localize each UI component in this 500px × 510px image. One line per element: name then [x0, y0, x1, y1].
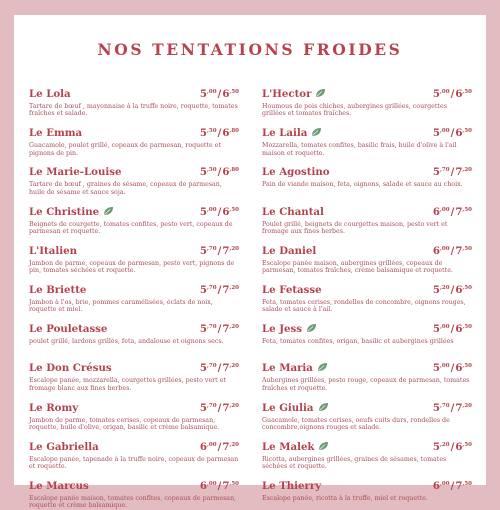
price-small-cents: ,70 [207, 245, 217, 252]
menu-item-header [29, 441, 239, 455]
price-separator: / [450, 88, 455, 100]
price-large-cents: ,20 [229, 285, 239, 291]
menu-item-left-0 [29, 88, 239, 118]
price-large-cents: ,50 [229, 206, 239, 213]
menu-item-header [262, 206, 472, 220]
menu-item-price [200, 206, 239, 218]
menu-item-description: Jambon à l'os, brie, pommes caramélisées, éclats de noix, roquette et miel. [29, 299, 213, 314]
menu-item-price [200, 402, 239, 414]
menu-item-header [262, 245, 472, 259]
menu-item-description: Guacamole, poulet grillé, copeaux de parmesan, roquette et pignons de pin. [29, 142, 221, 157]
menu-item-right-0 [262, 88, 472, 118]
price-large-cents: ,50 [229, 89, 239, 95]
price-separator: / [450, 323, 455, 336]
price-small: 6 [432, 480, 441, 492]
price-small: 5 [432, 362, 441, 375]
menu-item-header [29, 88, 239, 102]
menu-item-name [29, 166, 121, 178]
price-large: 7 [222, 323, 230, 336]
menu-item-name-text: Le Marie-Louise [29, 166, 122, 179]
menu-item-price [200, 166, 239, 178]
price-small: 5 [199, 166, 208, 179]
price-small-cents: ,50 [207, 167, 217, 174]
price-large: 6 [455, 323, 463, 336]
leaf-icon [318, 441, 329, 454]
menu-item-name [29, 402, 78, 414]
price-large: 7 [455, 166, 463, 179]
menu-item-name [262, 480, 321, 492]
price-large: 7 [222, 401, 230, 414]
menu-item-header [29, 166, 239, 180]
menu-item-description: Feta, tomates cerises, rondelles de concombre, oignons rouges, salade et sauce à l'ail. [262, 299, 466, 314]
price-small: 6 [199, 480, 208, 492]
menu-item-name-text: Le Giulia [262, 401, 314, 414]
price-large-cents: ,20 [229, 402, 239, 409]
price-small-cents: ,70 [207, 363, 217, 370]
menu-item-description: Escalope panée, mozzarella, courgettes grillées, pesto vert et fromage blanc aux fines herbes. [29, 377, 226, 392]
menu-item-name [29, 362, 112, 374]
menu-item-name-text: Le Don Crésus [29, 362, 112, 375]
leaf-icon [315, 88, 326, 101]
menu-item-description: Aubergines grillées, pesto rouge, copeaux de parmesan, tomates fraîches et roquette. [262, 377, 470, 392]
menu-item-header [29, 402, 239, 416]
price-large: 6 [455, 284, 463, 296]
price-large-cents: ,50 [462, 441, 472, 448]
price-separator: / [217, 480, 222, 492]
price-small: 5 [199, 127, 208, 140]
price-separator: / [217, 284, 222, 296]
menu-item-name [262, 402, 329, 415]
price-large: 6 [455, 88, 463, 100]
menu-item-description: Tartare de bœuf , graines de sésame, copeaux de parmesan, huile de sésame et sauce soja. [29, 181, 222, 196]
price-small-cents: ,00 [207, 206, 217, 213]
menu-item-description: Pain de viande maison, feta, oignons, salade et sauce au choix. [262, 181, 463, 189]
price-large: 6 [222, 166, 230, 179]
menu-item-name [29, 480, 89, 492]
price-large-cents: ,80 [229, 128, 239, 135]
menu-item-header [262, 88, 472, 102]
price-small: 6 [199, 440, 208, 453]
price-large-cents: ,50 [462, 206, 472, 213]
price-separator: / [450, 205, 455, 218]
price-separator: / [217, 440, 222, 453]
menu-item-name-text: Le Marcus [29, 480, 89, 492]
price-large-cents: ,50 [462, 285, 472, 291]
menu-item-right-9 [262, 441, 472, 471]
menu-item-price [200, 88, 239, 100]
menu-item-name [29, 127, 82, 139]
menu-item-description: Beignets de courgette, tomates confites, pesto vert, copeaux de parmesan et roquette. [29, 220, 233, 235]
price-separator: / [450, 127, 455, 140]
menu-item-name [262, 206, 324, 218]
menu-item-price [433, 127, 472, 139]
price-small-cents: ,50 [207, 128, 217, 135]
price-large: 7 [222, 480, 230, 492]
price-small-cents: ,00 [440, 128, 450, 135]
price-small: 6 [432, 205, 441, 218]
menu-item-header [262, 127, 472, 141]
price-small-cents: ,00 [207, 481, 217, 487]
menu-item-name [262, 362, 328, 375]
price-large: 7 [222, 284, 230, 296]
price-large: 7 [222, 244, 230, 257]
menu-item-name [262, 323, 317, 336]
menu-item-description: Houmous de pois chiches, aubergines grillées, courgettes grillées et tomates fraîches. [262, 103, 447, 118]
menu-item-header [262, 441, 472, 455]
menu-item-right-3 [262, 206, 472, 236]
menu-item-right-2 [262, 166, 472, 188]
price-large: 6 [455, 440, 463, 453]
menu-item-name-text: L'Hector [262, 88, 312, 100]
menu-item-left-7 [29, 362, 239, 392]
price-small: 5 [432, 323, 441, 336]
menu-item-name [262, 441, 329, 454]
menu-item-description: Escalope panée, ricotta à la truffe, miel et roquette. [262, 495, 428, 502]
leaf-icon [318, 402, 329, 415]
menu-item-name-text: Le Gabriella [29, 440, 99, 453]
price-large-cents: ,20 [229, 441, 239, 448]
menu-item-left-1 [29, 127, 239, 157]
menu-item-header [262, 323, 472, 337]
price-large: 6 [222, 127, 230, 140]
price-large-cents: ,50 [462, 128, 472, 135]
menu-item-name-text: Le Fetasse [262, 284, 322, 296]
menu-item-header [29, 206, 239, 220]
price-large: 6 [455, 127, 463, 140]
price-large-cents: ,50 [229, 481, 239, 487]
menu-item-price [433, 166, 472, 178]
menu-item-name [29, 245, 77, 257]
price-separator: / [450, 440, 455, 453]
price-separator: / [217, 88, 222, 100]
price-small: 5 [432, 440, 441, 453]
menu-item-price [200, 245, 239, 257]
menu-item-name-text: Le Briette [29, 284, 87, 296]
menu-item-price [200, 480, 239, 492]
price-small-cents: ,70 [207, 402, 217, 409]
price-small-cents: ,20 [440, 285, 450, 291]
menu-item-name-text: Le Lola [29, 88, 71, 100]
menu-item-name-text: Le Christine [29, 205, 100, 218]
menu-item-right-4 [262, 245, 472, 275]
title-wrap [14, 40, 486, 59]
menu-item-description: Jambon de parme, copeaux de parmesan, pesto vert, pignons de pin, tomates séchées et roquette. [29, 259, 235, 275]
price-separator: / [450, 401, 455, 414]
price-small-cents: ,00 [440, 206, 450, 213]
menu-item-price [433, 323, 472, 335]
menu-item-left-3 [29, 206, 239, 236]
price-separator: / [450, 362, 455, 375]
menu-item-price [433, 245, 472, 257]
menu-item-price [433, 88, 472, 100]
price-small: 5 [432, 88, 441, 100]
price-small: 5 [432, 284, 441, 296]
price-large: 7 [455, 480, 463, 492]
menu-item-name [262, 284, 322, 296]
menu-item-header [29, 323, 239, 337]
menu-item-price [433, 480, 472, 492]
menu-item-name [29, 284, 86, 296]
menu-item-name-text: L'Italien [29, 244, 77, 257]
menu-item-name-text: Le Laila [262, 127, 308, 140]
menu-item-name-text: Le Thierry [262, 480, 322, 492]
menu-item-left-9 [29, 441, 239, 471]
price-large: 7 [455, 401, 463, 414]
price-large-cents: ,20 [229, 245, 239, 252]
price-small: 5 [199, 88, 208, 100]
menu-item-name [262, 88, 326, 101]
price-large: 6 [222, 205, 230, 218]
menu-item-header [29, 127, 239, 141]
menu-item-right-6 [262, 323, 472, 345]
menu-item-name-text: Le Maria [262, 362, 313, 375]
price-small-cents: ,70 [207, 285, 217, 291]
price-large: 6 [455, 362, 463, 375]
menu-item-header [29, 245, 239, 259]
menu-item-name-text: Le Emma [29, 127, 83, 140]
menu-item-name-text: Le Jess [262, 323, 302, 336]
menu-item-name-text: Le Malek [262, 440, 315, 453]
price-large-cents: ,20 [229, 324, 239, 331]
price-separator: / [217, 401, 222, 414]
menu-item-price [433, 284, 472, 296]
menu-title-text: NOS TENTATIONS FROIDES [97, 40, 403, 59]
price-small-cents: ,70 [207, 324, 217, 331]
price-large-cents: ,50 [462, 89, 472, 95]
menu-item-right-8 [262, 402, 472, 432]
menu-item-name-text: Le Daniel [262, 244, 317, 257]
menu-item-description: Guacamole, tomates cerises, oeufs cuits durs, rondelles de concombre,oignons rouges et salade. [262, 416, 450, 431]
menu-item-description: Jambon de parme, tomates cerises, copeaux de parmesan, roquette, huile d'olive, origan, basilic et crème balsamique. [29, 416, 220, 431]
menu-item-header [29, 362, 239, 376]
leaf-icon [311, 127, 322, 140]
menu-item-price [433, 441, 472, 453]
price-small-cents: ,00 [440, 363, 450, 370]
price-large: 7 [455, 244, 463, 257]
menu-title [92, 40, 409, 59]
menu-item-name [29, 206, 114, 219]
price-separator: / [450, 244, 455, 257]
price-separator: / [217, 205, 222, 218]
menu-item-price [433, 402, 472, 414]
menu-card [14, 15, 486, 510]
price-large: 7 [222, 362, 230, 375]
price-small-cents: ,00 [440, 245, 450, 252]
price-small: 5 [199, 323, 208, 336]
price-small-cents: ,00 [440, 324, 450, 331]
menu-item-left-5 [29, 284, 239, 314]
menu-item-price [433, 362, 472, 374]
menu-item-header [262, 166, 472, 180]
menu-item-price [200, 284, 239, 296]
price-separator: / [450, 480, 455, 492]
menu-item-left-8 [29, 402, 239, 432]
price-small-cents: ,00 [207, 89, 217, 95]
menu-item-description: Feta, tomates confites, origan, basilic et aubergines grillées [262, 338, 454, 346]
menu-item-description: poulet grillé, lardons grillés, feta, andalouse et oignons secs. [29, 338, 224, 346]
price-small-cents: ,00 [440, 481, 450, 487]
menu-item-name [262, 245, 316, 257]
menu-item-name [29, 323, 107, 335]
leaf-icon [306, 323, 317, 336]
menu-item-header [262, 402, 472, 416]
price-large-cents: ,50 [462, 481, 472, 487]
price-large-cents: ,50 [462, 363, 472, 370]
price-large-cents: ,50 [462, 245, 472, 252]
price-large: 7 [222, 440, 230, 453]
price-small: 5 [432, 127, 441, 140]
price-small: 5 [199, 244, 208, 257]
menu-item-price [200, 362, 239, 374]
leaf-icon [103, 206, 114, 219]
price-separator: / [217, 166, 222, 179]
menu-item-right-10 [262, 480, 472, 502]
menu-item-left-10 [29, 480, 239, 510]
menu-item-header [262, 480, 472, 494]
price-large: 7 [455, 205, 463, 218]
menu-item-price [200, 323, 239, 335]
price-separator: / [450, 284, 455, 296]
price-small: 5 [432, 166, 441, 179]
price-separator: / [450, 166, 455, 179]
menu-item-left-4 [29, 245, 239, 275]
menu-item-description: Poulet grillé, beignets de courgettes maison, pesto vert et fromage aux fines herbes. [262, 220, 448, 235]
price-small-cents: ,00 [207, 441, 217, 448]
menu-item-price [200, 441, 239, 453]
menu-item-left-2 [29, 166, 239, 196]
price-small: 5 [432, 401, 441, 414]
menu-item-header [29, 284, 239, 298]
menu-item-description: Ricotta, aubergines grillées, graines de sésames, tomates séchées et roquette. [262, 455, 447, 471]
menu-item-left-6 [29, 323, 239, 345]
price-small-cents: ,20 [440, 441, 450, 448]
menu-item-header [29, 480, 239, 494]
price-small: 5 [199, 401, 208, 414]
menu-item-name [29, 441, 99, 453]
price-separator: / [217, 362, 222, 375]
menu-item-description: Escalope panée maison, aubergines grillées, copeaux de parmesan, tomates fraîches, crème balsamique et roquette. [262, 259, 453, 275]
menu-item-header [262, 362, 472, 376]
price-small: 5 [199, 362, 208, 375]
price-separator: / [217, 127, 222, 140]
menu-item-description: Tartare de bœuf , mayonnaise à la truffe noire, roquette, tomates fraîches et salade. [29, 103, 238, 118]
menu-item-right-5 [262, 284, 472, 314]
menu-item-price [433, 206, 472, 218]
leaf-icon [317, 362, 328, 375]
menu-item-name-text: Le Chantal [262, 205, 324, 218]
menu-item-price [200, 127, 239, 139]
menu-item-name [262, 127, 322, 140]
price-large-cents: ,20 [229, 363, 239, 370]
price-small: 5 [199, 284, 208, 296]
menu-item-name-text: Le Romy [29, 401, 79, 414]
price-large-cents: ,20 [462, 402, 472, 409]
menu-item-right-1 [262, 127, 472, 157]
menu-item-right-7 [262, 362, 472, 392]
price-small: 5 [199, 205, 208, 218]
menu-item-description: Escalope panée, tapenade à la truffe noire, copeaux de parmesan et roquette. [29, 455, 239, 471]
price-small-cents: ,70 [440, 402, 450, 409]
price-large-cents: ,50 [462, 324, 472, 331]
menu-item-description: Mozzarella, tomates confites, basilic frais, huile d'olive à l'ail maison et roquette. [262, 142, 457, 157]
menu-item-name [262, 166, 330, 178]
price-small-cents: ,00 [440, 89, 450, 95]
menu-item-name [29, 88, 71, 100]
price-large: 6 [222, 88, 230, 100]
price-separator: / [217, 244, 222, 257]
menu-item-description: Escalope panée maison, tomates confites, copeaux de parmesan, roquette et crème balsamique. [29, 495, 237, 510]
price-large-cents: ,20 [462, 167, 472, 174]
price-small: 6 [432, 244, 441, 257]
menu-item-name-text: Le Pouletasse [29, 323, 108, 336]
menu-item-header [262, 284, 472, 298]
price-separator: / [217, 323, 222, 336]
menu-item-name-text: Le Agostino [262, 166, 330, 179]
price-large-cents: ,80 [229, 167, 239, 174]
price-small-cents: ,70 [440, 167, 450, 174]
